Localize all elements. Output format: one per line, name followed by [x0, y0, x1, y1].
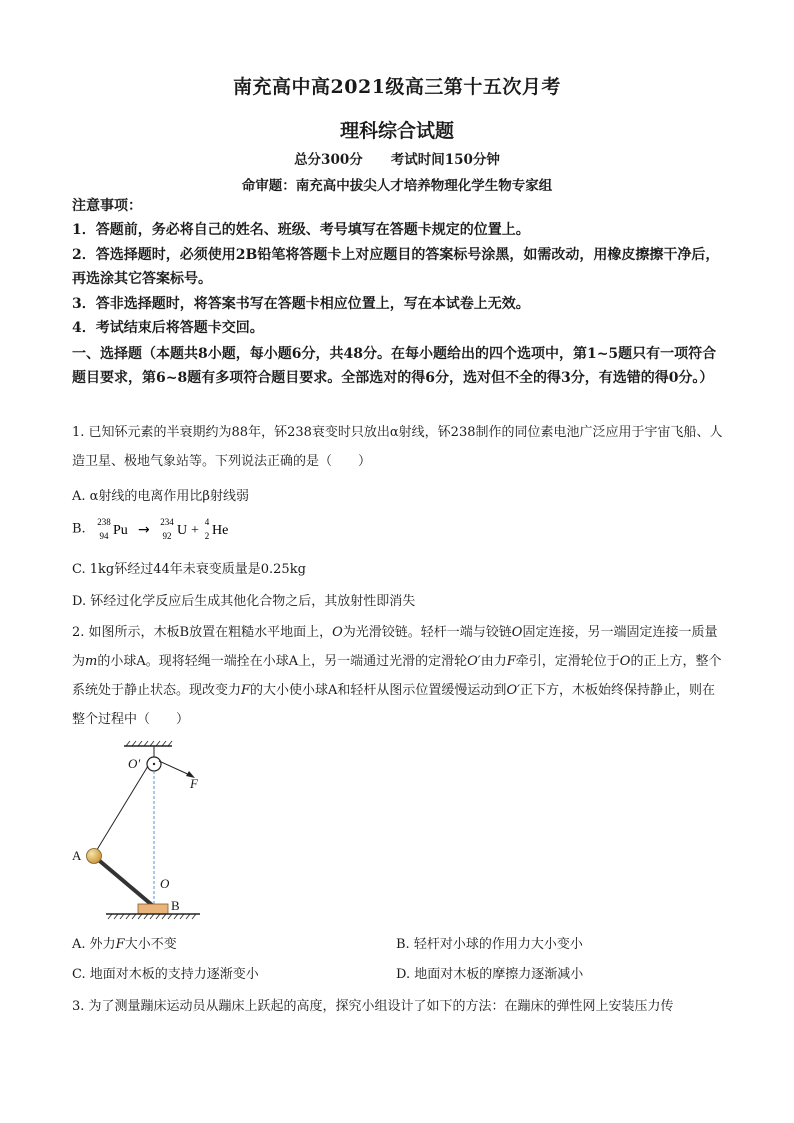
total-score: 总分300分	[294, 152, 363, 168]
option-b-prefix: B.	[72, 521, 86, 537]
committee-line: 命审题：南充高中拔尖人才培养物理化学生物专家组	[241, 178, 553, 194]
label-hinge-o: O	[160, 876, 170, 891]
ball-a	[87, 849, 102, 864]
notice-item-2: 2．答选择题时，必须使用2B铅笔将答题卡上对应题目的答案标号涂黑，如需改动，用橡皮擦擦干净后，再选涂其它答案标号。	[72, 247, 720, 287]
section-heading: 一、选择题（本题共8小题，每小题6分，共48分。在每小题给出的四个选项中，第1~5题只有一项符合题目要求，第6~8题有多项符合题目要求。全部选对的得6分，选对但不全的得3分，有选错的得0分。）	[72, 346, 717, 386]
question-1-option-a: A. α射线的电离作用比β射线弱	[72, 489, 249, 504]
he-mass-number: 4	[204, 517, 210, 527]
u-atomic-number: 92	[162, 531, 172, 541]
board-b	[138, 904, 168, 914]
question-2-stem: 2. 如图所示，木板B放置在粗糙水平地面上，O为光滑铰链。轻杆一端与铰链O固定连接，另一端固定连接一质量为m的小球A。现将轻绳一端拴在小球A上，另一端通过光滑的定滑轮O′由力F牵引，定滑轮位于O的正上方，整个系统处于静止状态。现改变力F的大小使小球A和轻杆从图示位置缓慢运动到O′正下方，木板始终保持静止，则在整个过程中（ ）	[72, 625, 722, 727]
question-2-option-c: C. 地面对木板的支持力逐渐变小	[72, 967, 259, 982]
question-2-figure	[72, 738, 212, 923]
question-1-option-c: C. 1kg钚经过44年未衰变质量是0.25kg	[72, 562, 306, 577]
pulley-axle	[153, 763, 155, 765]
decay-equation	[96, 514, 266, 544]
reaction-arrow: →	[137, 522, 150, 538]
question-3-stem: 3. 为了测量蹦床运动员从蹦床上跃起的高度，探究小组设计了如下的方法：在蹦床的弹性网上安装压力传	[72, 999, 674, 1014]
question-1-option-d: D. 钚经过化学反应后生成其他化合物之后，其放射性即消失	[72, 594, 416, 609]
rope-to-ball	[95, 766, 148, 853]
pu-mass-number: 238	[97, 517, 111, 527]
notice-item-3: 3．答非选择题时，将答案书写在答题卡相应位置上，写在本试卷上无效。	[72, 296, 530, 312]
label-board-b: B	[171, 898, 180, 913]
question-2-option-b: B. 轻杆对小球的作用力大小变小	[396, 937, 583, 952]
label-o-prime: O′	[128, 756, 141, 771]
question-1-option-b	[72, 514, 266, 544]
plus-sign: +	[190, 523, 199, 538]
pu-atomic-number: 94	[99, 531, 109, 541]
label-force-f: F	[190, 776, 198, 791]
u-symbol: U	[176, 523, 187, 538]
question-1-stem: 1. 已知钚元素的半衰期约为88年，钚238衰变时只放出α射线，钚238制作的同位素电池广泛应用于宇宙飞船、人造卫星、极地气象站等。下列说法正确的是（ ）	[72, 425, 723, 469]
pu-symbol: Pu	[112, 523, 128, 538]
u-mass-number: 234	[160, 517, 174, 527]
he-symbol: He	[211, 523, 229, 538]
notice-item-1: 1．答题前，务必将自己的姓名、班级、考号填写在答题卡规定的位置上。	[72, 222, 530, 238]
exam-time: 考试时间150分钟	[390, 152, 500, 168]
notice-item-4: 4．考试结束后将答题卡交回。	[72, 320, 264, 336]
exam-subtitle: 理科综合试题	[339, 120, 454, 142]
question-2-option-d: D. 地面对木板的摩擦力逐渐减小	[396, 967, 584, 982]
label-ball-a: A	[72, 848, 82, 863]
light-rod	[95, 857, 152, 905]
rope-to-force	[159, 761, 192, 776]
exam-meta	[0, 148, 794, 168]
notice-heading: 注意事项：	[72, 198, 142, 214]
question-2-option-a: A. 外力F大小不变	[72, 937, 177, 952]
pulley-rod-diagram	[72, 738, 212, 923]
he-atomic-number: 2	[204, 531, 210, 541]
exam-title: 南充高中高2021级高三第十五次月考	[233, 76, 561, 98]
